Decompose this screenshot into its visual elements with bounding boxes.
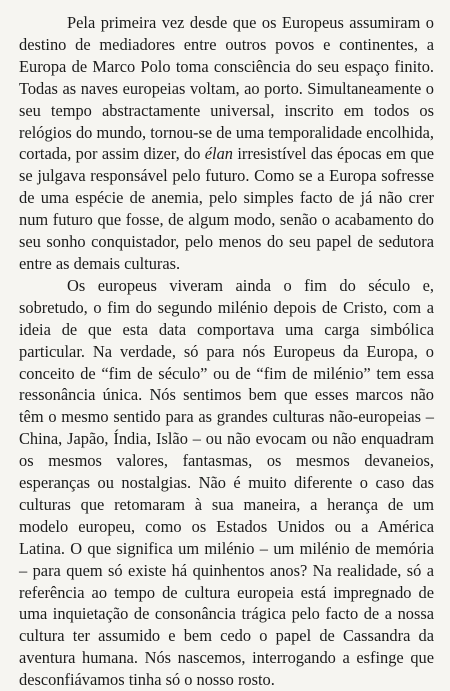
paragraph-1-text-after: irresistível das épocas em que se julgava responsável pelo futuro. Como se a Europa sofresse de uma espécie de anemia, pelo simples facto de já não crer num futuro que fosse, de algum modo, senão o acabamento do seu sonho conquistador, pelo menos do seu papel de sedutora entre as demais culturas. xyxy=(19,144,435,273)
paragraph-1-text-before: Pela primeira vez desde que os Europeus assumiram o destino de mediadores entre outros povos e continentes, a Europa de Marco Polo toma consciência do seu espaço finito. Todas as naves europeias voltam, ao porto. Simultaneamente o seu tempo abstractamente universal, inscrito em todos os relógios do mundo, tornou-se de uma temporalidade encolhida, cortada, por assim dizer, do xyxy=(19,13,434,164)
paragraph-1 xyxy=(19,12,434,275)
paragraph-2: Os europeus viveram ainda o fim do século e, sobretudo, o fim do segundo milénio depois de Cristo, com a ideia de que esta data comportava uma carga simbólica particular. Na verdade, só para nós Europeus da Europa, o conceito de “fim de século” ou de “fim de milénio” tem essa ressonância única. Nós sentimos bem que esses marcos não têm o mesmo sentido para as grandes culturas não-europeias – China, Japão, Índia, Islão – ou não evocam ou não enquadram os mesmos valores, fantasmas, os mesmos devaneios, esperanças ou nostalgias. Não é muito diferente o caso das culturas que retomaram à sua maneira, a herança de um modelo europeu, como os Estados Unidos ou a América Latina. O que significa um milénio – um milénio de memória – para quem só existe há quinhentos anos? Na realidade, só a referência ao tempo de cultura europeia está impregnado de uma inquietação de consonância trágica pelo facto de a nossa cultura ter assumido e bem cedo o papel de Cassandra da aventura humana. Nós nascemos, interrogando a esfinge que desconfiávamos tinha só o nosso rosto. xyxy=(19,275,434,690)
paragraph-1-italic-word: élan xyxy=(204,144,234,164)
